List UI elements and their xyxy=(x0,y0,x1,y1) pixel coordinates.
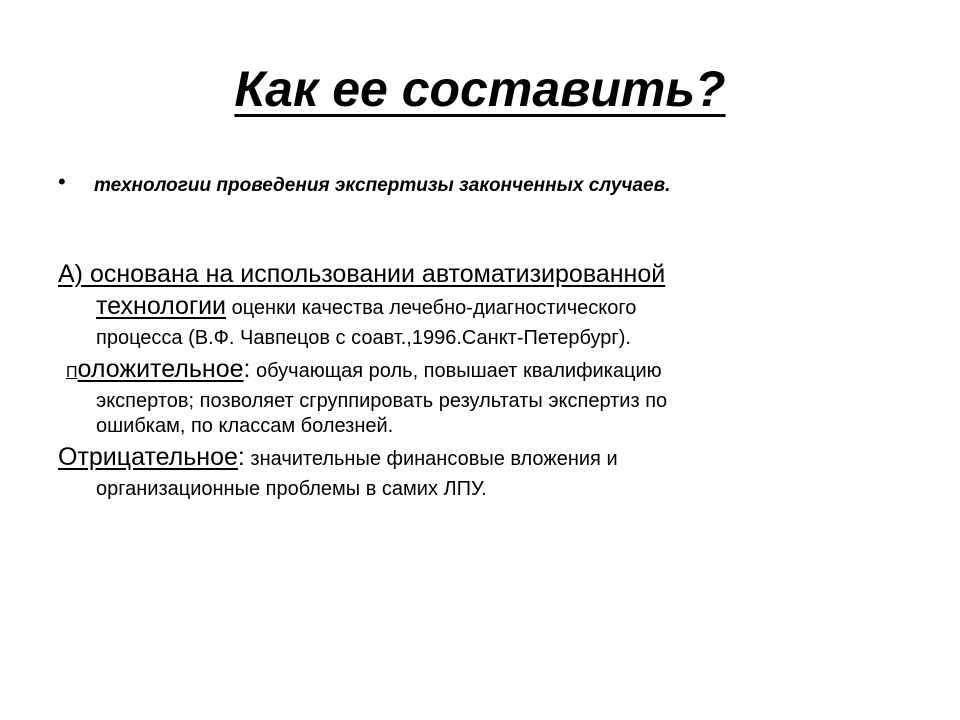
negative-label: Отрицательное xyxy=(58,443,238,471)
positive-text2: экспертов; позволяет сгруппировать результаты экспертиз по xyxy=(96,390,668,412)
paragraph-a-lead2: технологии xyxy=(96,292,227,320)
bullet-dot-icon: • xyxy=(58,169,66,194)
paragraph-a-rest2: процесса (В.Ф. Чавпецов с соавт.,1996.Санкт-Петербург). xyxy=(96,327,631,349)
bullet-text: технологии проведения экспертизы законченных случаев. xyxy=(94,175,671,196)
paragraph-a-rest: оценки качества лечебно-диагностического xyxy=(226,297,637,319)
positive-text1: обучающая роль, повышает квалификацию xyxy=(250,360,662,382)
negative-colon: : xyxy=(237,443,245,471)
paragraph-positive xyxy=(66,355,896,437)
negative-text1: значительные финансовые вложения и xyxy=(244,448,618,470)
negative-text2: организационные проблемы в самих ЛПУ. xyxy=(96,478,487,500)
positive-colon: : xyxy=(243,355,251,383)
positive-label: оложительное xyxy=(77,355,244,383)
slide-title: Как ее составить? xyxy=(234,61,726,117)
paragraph-a xyxy=(58,260,888,352)
paragraph-a-lead: А) основана на использовании автоматизированной xyxy=(58,260,666,288)
paragraph-a-continuation xyxy=(58,292,888,324)
positive-marker: П xyxy=(66,364,78,381)
paragraph-negative xyxy=(58,443,888,503)
positive-text3: ошибкам, по классам болезней. xyxy=(96,415,394,437)
